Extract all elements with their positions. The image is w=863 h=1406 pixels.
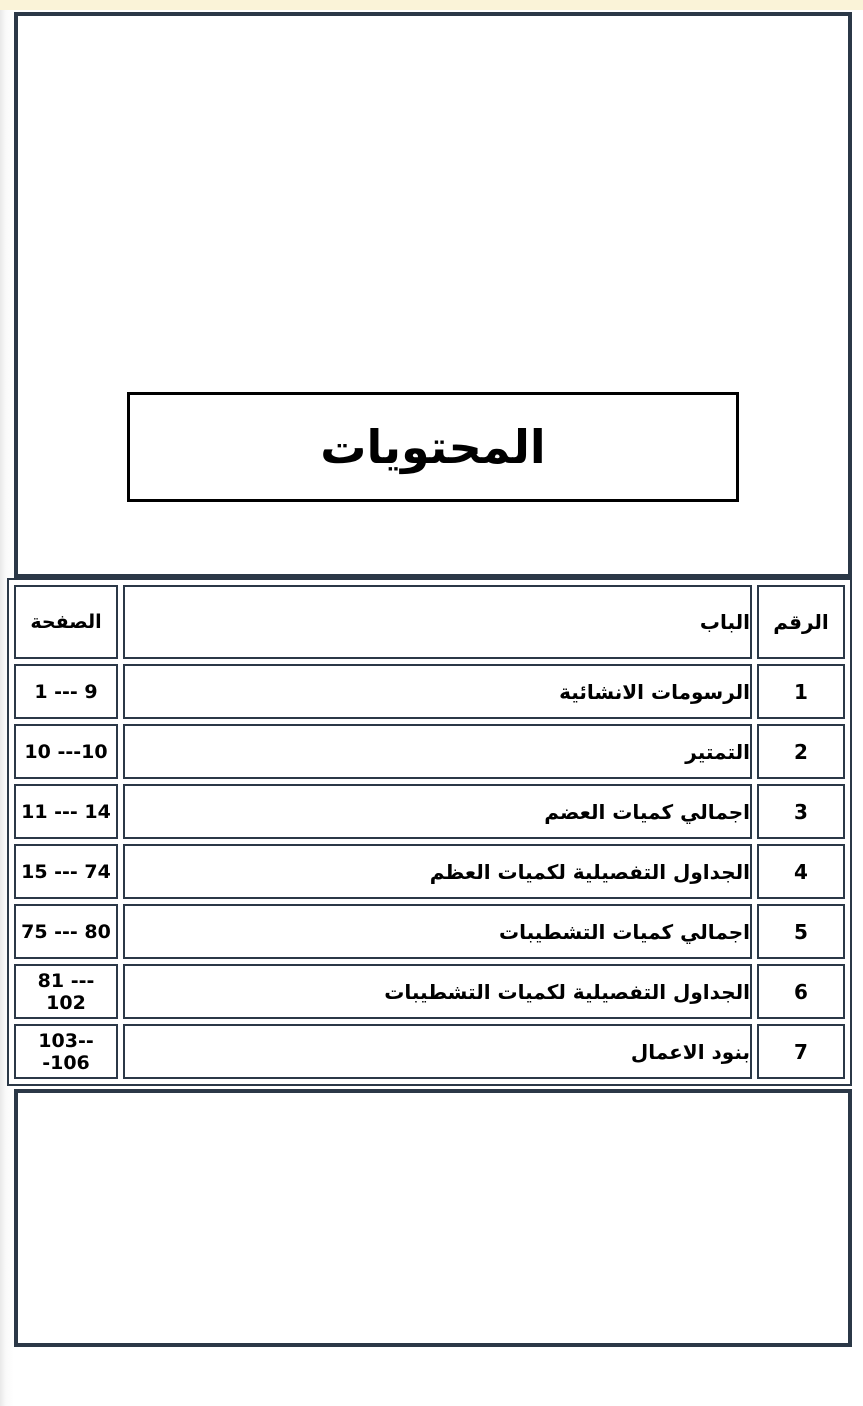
toc-row-number: 2 [757, 724, 845, 779]
toc-row-number: 4 [757, 844, 845, 899]
header-chapter: الباب [123, 585, 752, 659]
toc-row-chapter: الجداول التفصيلية لكميات التشطيبات [123, 964, 752, 1019]
toc-row [14, 904, 845, 959]
toc-header [14, 585, 845, 659]
toc-row-pages: 103---106 [14, 1024, 118, 1079]
toc-header-row [14, 585, 845, 659]
toc-row-chapter: اجمالي كميات العضم [123, 784, 752, 839]
top-accent-bar [0, 0, 863, 10]
lower-frame [14, 1089, 852, 1347]
toc-row-number: 3 [757, 784, 845, 839]
toc-row-pages: 75 --- 80 [14, 904, 118, 959]
toc-row [14, 964, 845, 1019]
toc-row [14, 1024, 845, 1079]
toc-row-number: 5 [757, 904, 845, 959]
toc-row-number: 6 [757, 964, 845, 1019]
toc-row-pages: 81 --- 102 [14, 964, 118, 1019]
toc-row [14, 664, 845, 719]
toc-row-pages: 10 ---10 [14, 724, 118, 779]
toc-row [14, 784, 845, 839]
toc-table [7, 578, 852, 1086]
toc-row-pages: 15 --- 74 [14, 844, 118, 899]
toc-body [14, 664, 845, 1079]
toc-row-pages: 1 --- 9 [14, 664, 118, 719]
toc-row-number: 7 [757, 1024, 845, 1079]
toc-row-chapter: الرسومات الانشائية [123, 664, 752, 719]
page-content [14, 12, 852, 1347]
toc-row-chapter: التمتير [123, 724, 752, 779]
upper-frame [14, 12, 852, 578]
toc-row-pages: 11 --- 14 [14, 784, 118, 839]
toc-row [14, 724, 845, 779]
toc-row-chapter: اجمالي كميات التشطيبات [123, 904, 752, 959]
contents-title: المحتويات [320, 420, 546, 474]
toc-row-number: 1 [757, 664, 845, 719]
toc-row [14, 844, 845, 899]
header-number: الرقم [757, 585, 845, 659]
contents-title-box [127, 392, 739, 502]
header-page: الصفحة [14, 585, 118, 659]
toc-row-chapter: الجداول التفصيلية لكميات العظم [123, 844, 752, 899]
toc-row-chapter: بنود الاعمال [123, 1024, 752, 1079]
